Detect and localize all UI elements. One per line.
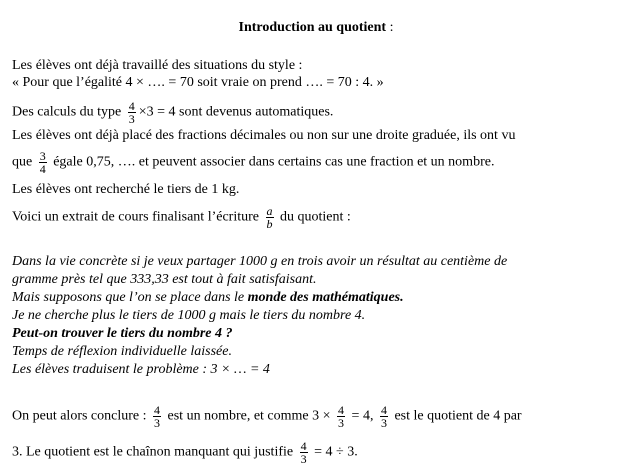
fraction-a-b: $\frac{a}{b}$	[266, 204, 273, 231]
paragraph-course-extract: Voici un extrait de cours finalisant l’écriture $\frac{a}{b}$ du quotient :	[12, 204, 351, 231]
page-title: Introduction au quotient :	[238, 20, 394, 35]
paragraph-example-equality: « Pour que l’égalité 4 × …. = 70 soit vraie on prend …. = 70 : 4. »	[12, 75, 384, 90]
fraction-4-3: $\frac{4}{3}$	[380, 403, 387, 430]
paragraph-decimal: que $\frac{3}{4}$ égale 0,75, …. et peuvent associer dans certains cas une fraction et un nombre.	[12, 149, 495, 176]
fraction-4-3: $\frac{4}{3}$	[338, 403, 345, 430]
paragraph-number-line: Les élèves ont déjà placé des fractions décimales ou non sur une droite graduée, ils ont vu	[12, 128, 516, 143]
quote-line-3: Mais supposons que l’on se place dans le monde des mathématiques.	[12, 290, 404, 305]
fraction-4-3: $\frac{4}{3}$	[154, 403, 161, 430]
paragraph-calculations: Des calculs du type $\frac{4}{3}$ ×3 = 4 sont devenus automatiques.	[12, 99, 334, 126]
fraction-4-3: $\frac{4}{3}$	[300, 439, 307, 466]
quote-line-2: gramme près tel que 333,33 est tout à fait satisfaisant.	[12, 272, 317, 287]
fraction-4-3: $\frac{4}{3}$	[128, 99, 135, 126]
quote-line-4: Je ne cherche plus le tiers de 1000 g mais le tiers du nombre 4.	[12, 308, 366, 323]
quote-line-5: Peut-on trouver le tiers du nombre 4 ?	[12, 326, 233, 341]
paragraph-third-kg: Les élèves ont recherché le tiers de 1 kg.	[12, 182, 240, 197]
quote-line-1: Dans la vie concrète si je veux partager 1000 g en trois avoir un résultat au centième de	[12, 254, 508, 269]
fraction-3-4: $\frac{3}{4}$	[39, 149, 46, 176]
quote-line-6: Temps de réflexion individuelle laissée.	[12, 344, 232, 359]
conclusion-line-2: 3. Le quotient est le chaînon manquant qui justifie $\frac{4}{3}$ = 4 ÷ 3.	[12, 439, 358, 466]
conclusion-line-1: On peut alors conclure : $\frac{4}{3}$ est un nombre, et comme 3 × $\frac{4}{3}$ = 4, $\frac{4}{3}$ est le quotient de 4 par	[12, 403, 522, 430]
paragraph-situations: Les élèves ont déjà travaillé des situations du style :	[12, 58, 303, 73]
quote-line-7: Les élèves traduisent le problème : 3 × … = 4	[12, 362, 270, 377]
